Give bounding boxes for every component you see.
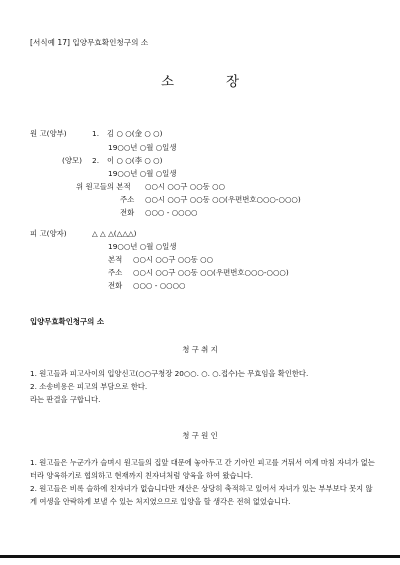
- plaintiff-phone: ○○○ - ○○○○: [145, 208, 198, 217]
- reason-paragraph: 2. 원고들은 비록 슬하에 친자녀가 없습니다만 재산은 상당히 축적하고 있어서 자녀가 있는 부부보다 못지 않게 여생을 안락하게 보낼 수 있는 처지였으므로 입양을 할 생각은 전혀 없었습니다.: [30, 484, 373, 506]
- document-title: [0, 76, 400, 90]
- plaintiff-name-1: 김 ○ ○(金 ○ ○): [107, 129, 163, 138]
- claim-item: 1. 원고들과 피고사이의 입양신고(○○구청장 20○○. ○. ○.접수)는 무효임을 확인한다.: [30, 369, 309, 378]
- plaintiff-phone-label: 전화: [120, 208, 135, 217]
- defendant-registry: ○○시 ○○구 ○○동 ○○: [133, 255, 214, 264]
- plaintiff-role-2: (양모): [62, 156, 83, 165]
- plaintiff-registry-intro: 위 원고들의 본적: [76, 182, 131, 191]
- defendant-registry-label: 본적: [108, 255, 123, 264]
- plaintiff-name-2: 이 ○ ○(李 ○ ○): [107, 156, 163, 165]
- defendant-address-label: 주소: [108, 268, 123, 277]
- defendant-birth: 19○○년 ○월 ○일생: [108, 242, 177, 251]
- claim-item: 라는 판결을 구합니다.: [30, 395, 101, 404]
- defendant-label: 피 고(양자): [30, 229, 67, 238]
- title-char-2: 장: [226, 74, 240, 90]
- reason-paragraph: 1. 원고들은 누군가가 슬며시 원고들의 집앞 대문에 놓아두고 간 기아인 피고를 거둬서 여계 마침 자녀가 없는 터라 양육하기로 협의하고 현재까지 친자녀처럼 양육을 하여 왔습니다.: [30, 458, 375, 480]
- defendant-phone-label: 전화: [108, 281, 123, 290]
- plaintiff-number-1: 1.: [92, 129, 100, 138]
- defendant-phone: ○○○ - ○○○○: [133, 281, 186, 290]
- defendant-address: ○○시 ○○구 ○○동 ○○(우편번호○○○-○○○): [133, 268, 289, 277]
- case-name: 입양무효확인청구의 소: [30, 317, 104, 326]
- plaintiff-birth-2: 19○○년 ○월 ○일생: [108, 169, 177, 178]
- plaintiff-registry: ○○시 ○○구 ○○동 ○○: [145, 182, 226, 191]
- title-char-1: 소: [160, 74, 174, 90]
- plaintiff-birth-1: 19○○년 ○월 ○일생: [108, 143, 177, 152]
- plaintiff-label: 원 고(양부): [30, 129, 67, 138]
- defendant-name: △ △ △(△△△): [92, 229, 137, 238]
- plaintiff-address-label: 주소: [120, 195, 135, 204]
- plaintiff-number-2: 2.: [92, 156, 100, 165]
- plaintiff-address: ○○시 ○○구 ○○동 ○○(우편번호○○○-○○○): [145, 195, 301, 204]
- bottom-rule: [0, 555, 400, 558]
- claim-heading: 청 구 취 지: [182, 345, 218, 354]
- reason-heading: 청 구 원 인: [182, 431, 218, 440]
- claim-item: 2. 소송비용은 피고의 부담으로 한다.: [30, 382, 148, 391]
- form-label: [서식예 17] 입양무효확인청구의 소: [30, 38, 149, 47]
